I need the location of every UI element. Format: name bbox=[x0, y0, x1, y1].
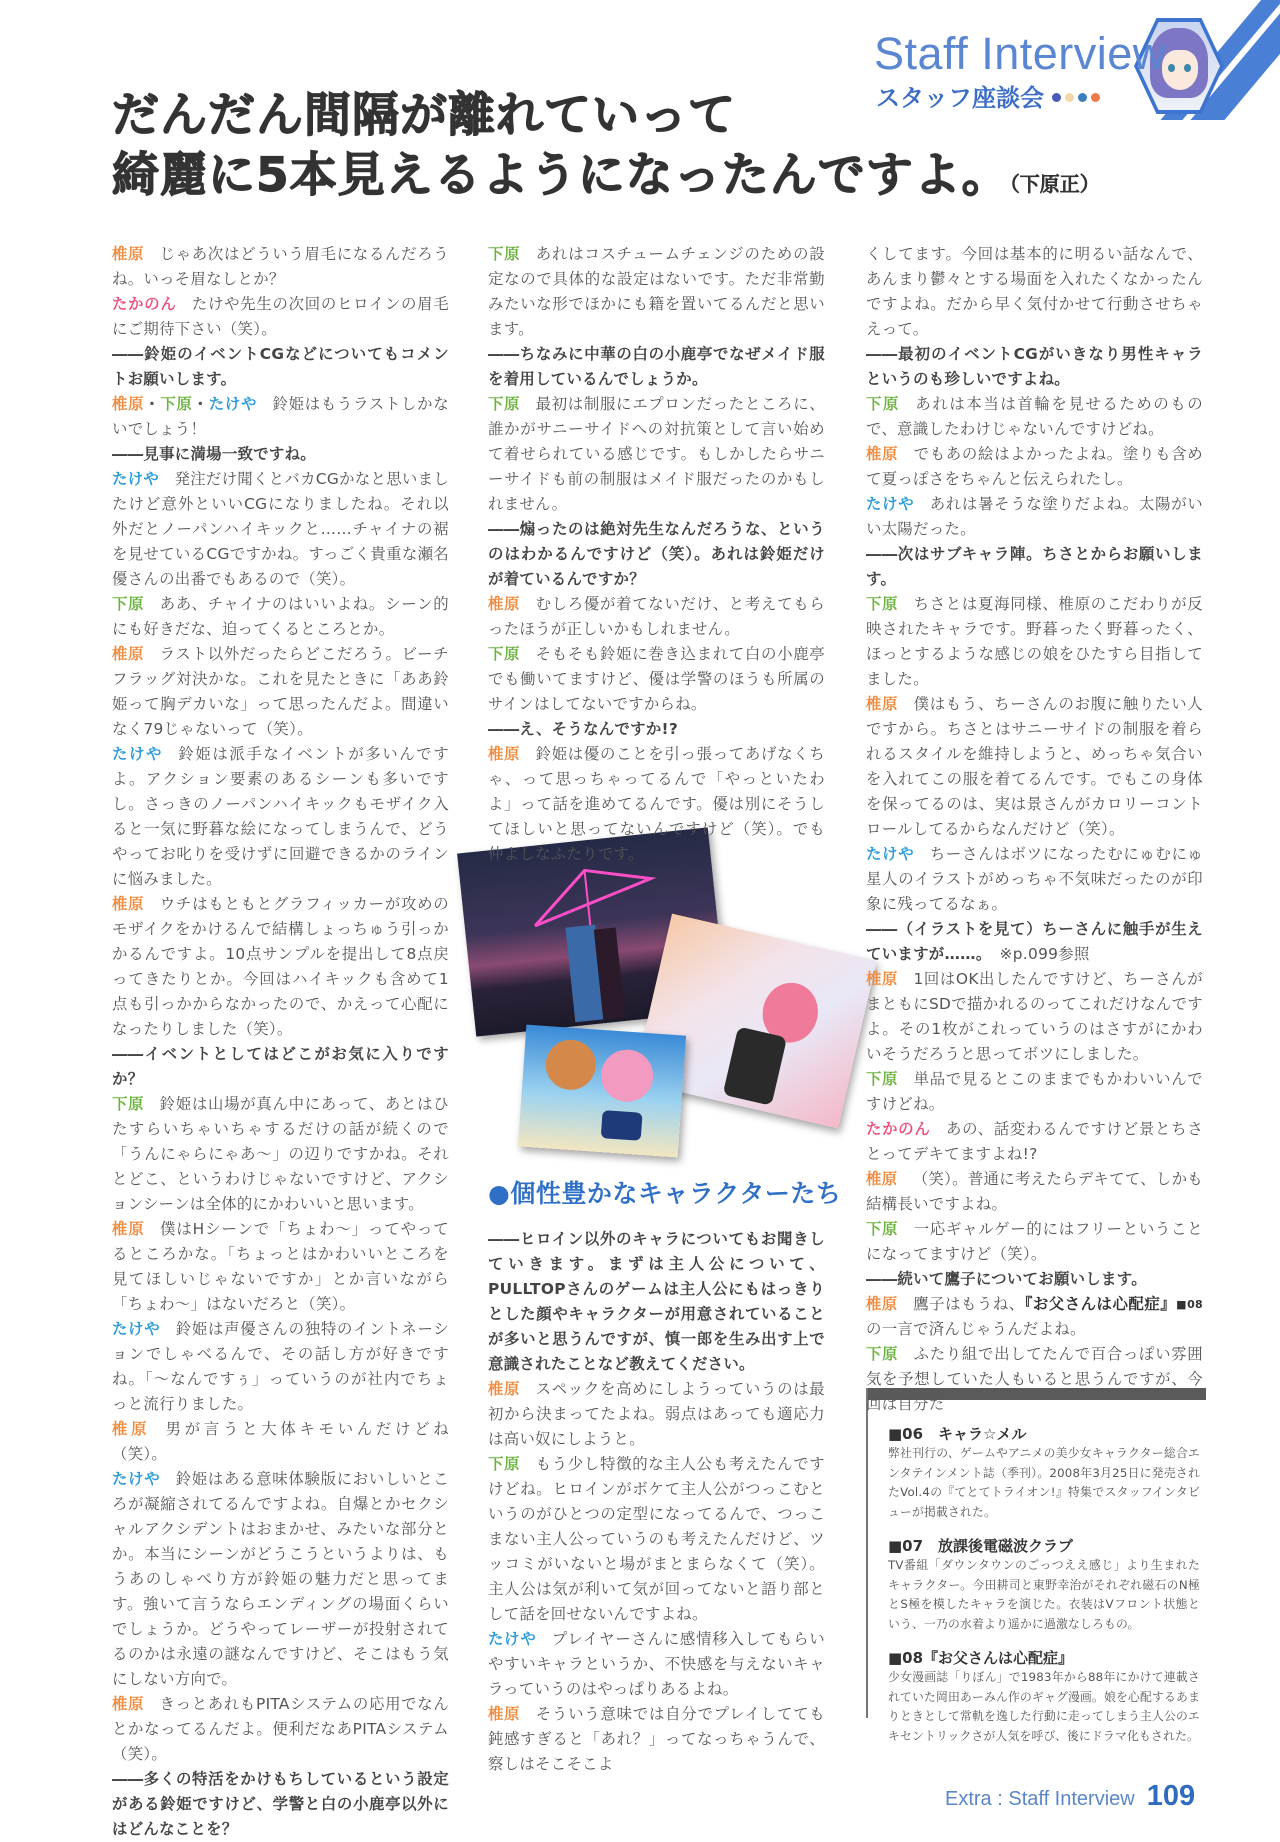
answer-paragraph bbox=[866, 242, 1203, 342]
answer-paragraph bbox=[112, 1692, 449, 1767]
speaker-names bbox=[112, 1320, 160, 1338]
speaker-name: 椎原 bbox=[112, 1695, 145, 1713]
speaker-name: 椎原 bbox=[112, 1220, 145, 1238]
interviewer-question bbox=[112, 1042, 449, 1092]
speaker-name: たけや bbox=[208, 395, 258, 413]
speaker-name: 椎原 bbox=[112, 1420, 151, 1438]
question-text: ――多くの特活をかけもちしているという設定がある鈴姫ですけど、学警と白の小鹿亭以外にはどんなことを？ bbox=[112, 1770, 449, 1838]
answer-text: くしてます。今回は基本的に明るい話なんで、あんまり鬱々とする場面を入れたくなかったんですよね。だから早く気付かせて行動させちゃえって。 bbox=[866, 245, 1203, 338]
answer-text: 1回はOK出したんですけど、ちーさんがまともにSDで描かれるのってこれだけなんですよ。その1枚がこれっていうのはさすがにかわいそうだろうと思ってボツにしました。 bbox=[866, 970, 1203, 1063]
speaker-name: 下原 bbox=[112, 1095, 145, 1113]
answer-text: 鷹子はもうね、 bbox=[913, 1295, 1025, 1313]
answer-paragraph bbox=[866, 1292, 1203, 1342]
footnotes-box bbox=[866, 1388, 1206, 1743]
article-column-3 bbox=[866, 242, 1203, 1417]
answer-text: 鈴姫はある意味体験版においしいところが凝縮されてるんですよね。自爆とかセクシャルアクシデントはおまかせ、みたいな部分とか。本当にシーンがどうこうというよりは、もうあのしゃべり方が鈴姫の魅力だと思ってます。強いて言うならエンディングの場面くらいでしょうか。どうやってレーザーが投射されてるのかは永遠の謎なんですけど、そこはもう気にしない方向で。 bbox=[112, 1470, 449, 1688]
question-text: ――続いて鷹子についてお願いします。 bbox=[866, 1270, 1147, 1288]
page-footer bbox=[945, 1780, 1195, 1813]
footnote-title: ■06 キャラ☆メル bbox=[888, 1425, 1027, 1443]
speaker-name: たけや bbox=[112, 745, 163, 763]
question-text: ――見事に満場一致ですね。 bbox=[112, 445, 316, 463]
answer-paragraph bbox=[112, 1092, 449, 1217]
speaker-name: 下原 bbox=[866, 1220, 899, 1238]
speaker-name: 椎原 bbox=[866, 1295, 898, 1313]
answer-text: ちさとは夏海同様、椎原のこだわりが反映されたキャラです。野暮ったく野暮ったく、ほっとするような感じの娘をひたすら目指してました。 bbox=[866, 595, 1203, 688]
question-text: ――ちなみに中華の白の小鹿亭でなぜメイド服を着用しているんでしょうか。 bbox=[488, 345, 825, 388]
answer-paragraph bbox=[488, 242, 825, 342]
speaker-names bbox=[488, 1455, 520, 1473]
speaker-names bbox=[866, 1345, 898, 1363]
speaker-names bbox=[112, 645, 144, 663]
answer-text: そもそも鈴姫に巻き込まれて白の小鹿亭でも働いてますけど、優は学警のほうも所属のサインはしてないですからね。 bbox=[488, 645, 825, 713]
answer-text: ラスト以外だったらどこだろう。ビーチフラッグ対決かな。これを見たときに「ああ鈴姫って胸デカいな」って思ったんだよ。間違いなく79じゃないって（笑）。 bbox=[112, 645, 449, 738]
answer-text: 単品で見るとこのままでもかわいいんですけどね。 bbox=[866, 1070, 1203, 1113]
speaker-name: 椎原 bbox=[866, 970, 899, 988]
footnote-title: ■08『お父さんは心配症』 bbox=[888, 1649, 1074, 1667]
speaker-separator: ・ bbox=[192, 395, 209, 413]
speaker-names bbox=[866, 595, 898, 613]
answer-text: ふたり組で出してたんで百合っぽい雰囲気を予想していた人もいると思うんですが、今回は自分た bbox=[866, 1345, 1203, 1413]
speaker-name: 椎原 bbox=[112, 645, 145, 663]
headline-speaker: （下原正） bbox=[1009, 172, 1100, 196]
speaker-names bbox=[866, 1220, 898, 1238]
answer-text: たけや先生の次回のヒロインの眉毛にご期待下さい（笑）。 bbox=[112, 295, 449, 338]
speaker-name: 下原 bbox=[488, 395, 521, 413]
answer-paragraph bbox=[866, 1117, 1203, 1167]
speaker-name: たけや bbox=[112, 470, 160, 488]
question-text: ――最初のイベントCGがいきなり男性キャラというのも珍しいですよね。 bbox=[866, 345, 1203, 388]
answer-text: あの、話変わるんですけど景とちさとってデキてますよね!? bbox=[866, 1120, 1204, 1163]
speaker-name: 椎原 bbox=[488, 1380, 521, 1398]
answer-paragraph bbox=[866, 492, 1203, 542]
footnote-ref: ■08 bbox=[1176, 1298, 1203, 1311]
speaker-name: 下原 bbox=[866, 395, 900, 413]
question-text: ――次はサブキャラ陣。ちさとからお願いします。 bbox=[866, 545, 1203, 588]
article-column-2-bottom bbox=[488, 1227, 825, 1777]
answer-text: ウチはもともとグラフィッカーが攻めのモザイクをかけるんで結構しょっちゅう引っかかるんですよ。10点サンプルを提出して8点戻ってきたりとか。今回はハイキックも含めて1点も引っかからなかったので、かえって心配になったりしました（笑）。 bbox=[112, 895, 450, 1038]
answer-paragraph bbox=[866, 1167, 1203, 1217]
headline-line-2-text: 綺麗に5本見えるようになったんですよ。 bbox=[112, 148, 1010, 203]
speaker-names bbox=[866, 395, 900, 413]
speaker-names bbox=[866, 845, 914, 863]
answer-paragraph bbox=[112, 392, 449, 442]
answer-paragraph bbox=[112, 1417, 449, 1467]
answer-paragraph bbox=[866, 967, 1203, 1067]
answer-paragraph bbox=[866, 692, 1203, 842]
answer-text: 鈴姫はもうラストしかないでしょう！ bbox=[112, 395, 449, 438]
speaker-names bbox=[866, 1120, 931, 1138]
answer-paragraph bbox=[488, 1452, 825, 1627]
answer-paragraph bbox=[112, 742, 449, 892]
answer-text: ああ、チャイナのはいいよね。シーン的にも好きだな、迫ってくるところとか。 bbox=[112, 595, 450, 638]
speaker-names bbox=[488, 595, 520, 613]
answer-text: でもあの絵はよかったよね。塗りも含めて夏っぽさをちゃんと伝えられたし。 bbox=[866, 445, 1203, 488]
speaker-name: たかのん bbox=[866, 1120, 931, 1138]
speaker-name: 下原 bbox=[112, 595, 145, 613]
speaker-names bbox=[112, 1220, 145, 1238]
speaker-names bbox=[488, 245, 520, 263]
answer-paragraph bbox=[112, 292, 449, 342]
answer-text: 鈴姫は優のことを引っ張ってあげなくちゃ、って思っちゃってるんで「やっといたわよ」って話を進めてるんです。優は別にそうしてほしいと思ってないんですけど（笑）。でも仲よしなふたりです。 bbox=[488, 745, 825, 863]
interviewer-question bbox=[112, 1767, 449, 1842]
speaker-names bbox=[488, 645, 520, 663]
article-column-2-top bbox=[488, 242, 825, 867]
question-text: ――イベントとしてはどこがお気に入りですか？ bbox=[112, 1045, 449, 1088]
answer-text: 最初は制服にエプロンだったところに、誰かがサニーサイドへの対抗策として言い始めて着せられている感じです。もしかしたらサニーサイドも前の制服はメイド服だったのかもしれません。 bbox=[488, 395, 825, 513]
footnote-08 bbox=[888, 1648, 1200, 1746]
speaker-names bbox=[112, 1470, 160, 1488]
speaker-names bbox=[488, 1380, 520, 1398]
speaker-names bbox=[112, 295, 177, 313]
interviewer-question bbox=[488, 342, 825, 392]
illustration-beach bbox=[518, 1025, 686, 1158]
speaker-name: たけや bbox=[866, 845, 915, 863]
answer-paragraph bbox=[112, 892, 449, 1042]
footnote-06 bbox=[888, 1424, 1200, 1522]
speaker-name: たかのん bbox=[112, 295, 177, 313]
interviewer-question bbox=[866, 917, 1203, 967]
question-text: ――鈴姫のイベントCGなどについてもコメントお願いします。 bbox=[112, 345, 449, 388]
interviewer-question bbox=[866, 1267, 1203, 1292]
answer-paragraph bbox=[488, 1377, 825, 1452]
question-text: ――ヒロイン以外のキャラについてもお聞きしていきます。まずは主人公について、PULLTOPさんのゲームは主人公にもはっきりとした顔やキャラクターが用意されていることが多いと思うんですが、慎一郎を生み出す上で意識されたことなど教えてください。 bbox=[488, 1230, 825, 1373]
footnote-body: 弊社刊行の、ゲームやアニメの美少女キャラクター総合エンタテインメント誌（季刊）。2008年3月25日に発売されたVol.4の『てとてトライオン!』特集でスタッフインタビューが掲載された。 bbox=[888, 1446, 1200, 1519]
answer-paragraph bbox=[112, 1317, 449, 1417]
speaker-name: 下原 bbox=[160, 395, 193, 413]
answer-paragraph bbox=[866, 1217, 1203, 1267]
question-text: ――煽ったのは絶対先生なんだろうな、というのはわかるんですけど（笑）。あれは鈴姫だけが着ているんですか？ bbox=[488, 520, 825, 588]
interviewer-question bbox=[866, 342, 1203, 392]
interviewer-question bbox=[112, 442, 449, 467]
answer-text: じゃあ次はどういう眉毛になるんだろうね。いっそ眉なしとか？ bbox=[112, 245, 449, 288]
speaker-name: 椎原 bbox=[112, 395, 145, 413]
page-reference: ※p.099参照 bbox=[983, 945, 1090, 963]
speaker-names bbox=[112, 1420, 150, 1438]
answer-paragraph bbox=[866, 442, 1203, 492]
speaker-name: 椎原 bbox=[112, 895, 145, 913]
interviewer-question bbox=[488, 517, 825, 592]
answer-paragraph bbox=[866, 392, 1203, 442]
answer-text: あれは暑そうな塗りだよね。太陽がいい太陽だった。 bbox=[866, 495, 1203, 538]
answer-paragraph bbox=[112, 1217, 449, 1317]
speaker-names bbox=[112, 395, 257, 413]
answer-paragraph bbox=[112, 592, 449, 642]
footnote-title: ■07 放課後電磁波クラブ bbox=[888, 1537, 1074, 1555]
answer-paragraph bbox=[488, 1627, 825, 1702]
footnote-07 bbox=[888, 1536, 1200, 1634]
answer-text: もう少し特徴的な主人公も考えたんですけどね。ヒロインがボケて主人公がつっこむというのがひとつの定型になってるんで、つっこまない主人公っていうのも考えたんだけど、ツッコミがいないと場がまとまらなくて（笑）。主人公は気が利いて気が回ってないと語り部として話を回せないんですよね。 bbox=[488, 1455, 825, 1623]
speaker-name: 椎原 bbox=[488, 1705, 521, 1723]
speaker-names bbox=[112, 245, 144, 263]
answer-text: きっとあれもPITAシステムの応用でなんとかなってるんだよ。便利だなあPITAシステム（笑）。 bbox=[112, 1695, 449, 1763]
article-column-1 bbox=[112, 242, 449, 1842]
header-title-jp-text: スタッフ座談会 bbox=[876, 84, 1044, 112]
answer-paragraph bbox=[866, 592, 1203, 692]
footnote-body: TV番組「ダウンタウンのごっつええ感じ」より生まれたキャラクター。今田耕司と東野幸治がそれぞれ磁石のN極とS極を模したキャラを演じた。衣装はVフロント状態という、一乃の水着より遥かに過激なしろもの。 bbox=[888, 1558, 1200, 1631]
speaker-name: 下原 bbox=[866, 595, 899, 613]
speaker-name: 下原 bbox=[488, 1455, 521, 1473]
speaker-name: 椎原 bbox=[112, 245, 145, 263]
answer-text: 発注だけ聞くとバカCGかなと思いましたけど意外といいCGになりましたね。それ以外だとノーパンハイキックと……チャイナの裾を見せているCGですかね。すっごく貴重な瀬名優さんの出番でもあるので（笑）。 bbox=[112, 470, 449, 588]
answer-text: 鈴姫は山場が真ん中にあって、あとはひたすらいちゃいちゃするだけの話が続くので「うんにゃらにゃあ～」の辺りですかね。それとどこ、というわけじゃないですけど、アクションシーンは全体的にかわいいと思います。 bbox=[112, 1095, 449, 1213]
speaker-name: 椎原 bbox=[866, 1170, 898, 1188]
speaker-name: 下原 bbox=[866, 1070, 899, 1088]
interviewer-question bbox=[488, 717, 825, 742]
answer-text: 鈴姫は声優さんの独特のイントネーションでしゃべるんで、その話し方が好きですね。「～なんですぅ」っていうのが社内でちょっと流行りました。 bbox=[112, 1320, 449, 1413]
answer-text: 鈴姫は派手なイベントが多いんですよ。アクション要素のあるシーンも多いですし。さっきのノーパンハイキックもモザイク入ると一気に野暮な絵になってしまうんで、どうやってお叱りを受けずに回避できるかのラインに悩みました。 bbox=[112, 745, 449, 888]
speaker-names bbox=[112, 595, 144, 613]
answer-text: 『お父さんは心配症』 bbox=[1024, 1295, 1177, 1313]
speaker-names bbox=[866, 1170, 897, 1188]
answer-paragraph bbox=[112, 642, 449, 742]
answer-paragraph bbox=[866, 1342, 1203, 1417]
section-heading: ●個性豊かなキャラクターたち bbox=[488, 1179, 842, 1208]
answer-text: スペックを高めにしようっていうのは最初から決まってたよね。弱点はあっても適応力は高い奴にしようと。 bbox=[488, 1380, 825, 1448]
speaker-names bbox=[866, 495, 914, 513]
answer-text: あれは本当は首輪を見せるためのもので、意識したわけじゃないんですけどね。 bbox=[866, 395, 1203, 438]
speaker-names bbox=[866, 445, 898, 463]
answer-text: あれはコスチュームチェンジのための設定なので具体的な設定はないです。ただ非常勤みたいな形でほかにも籍を置いてるんだと思います。 bbox=[488, 245, 825, 338]
speaker-name: 椎原 bbox=[866, 445, 899, 463]
question-text: ――え、そうなんですか!? bbox=[488, 720, 679, 738]
speaker-name: たけや bbox=[866, 495, 915, 513]
speaker-name: 下原 bbox=[488, 645, 521, 663]
answer-paragraph bbox=[112, 242, 449, 292]
speaker-names bbox=[112, 1695, 144, 1713]
speaker-names bbox=[866, 970, 898, 988]
answer-paragraph bbox=[488, 1702, 825, 1777]
speaker-names bbox=[112, 1095, 144, 1113]
page-number: 109 bbox=[1146, 1780, 1196, 1812]
speaker-name: 椎原 bbox=[488, 595, 521, 613]
speaker-separator: ・ bbox=[144, 395, 161, 413]
speaker-names bbox=[866, 1295, 898, 1313]
answer-text: ちーさんはボツになったむにゅむにゅ星人のイラストがめっちゃ不気味だったのが印象に残ってるなぁ。 bbox=[866, 845, 1204, 913]
speaker-name: たけや bbox=[488, 1630, 537, 1648]
speaker-name: 下原 bbox=[488, 245, 521, 263]
answer-paragraph bbox=[112, 1467, 449, 1692]
speaker-names bbox=[866, 1070, 898, 1088]
speaker-names bbox=[112, 745, 163, 763]
speaker-name: 下原 bbox=[866, 1345, 899, 1363]
answer-text: プレイヤーさんに感情移入してもらいやすいキャラというか、不快感を与えないキャラっていうのはやっぱりあるよね。 bbox=[488, 1630, 826, 1698]
answer-text: 僕はHシーンで「ちょわ～」ってやってるところかな。「ちょっとはかわいいところを見てほしいじゃないですか」とか言いながら「ちょわ～」はないだろと（笑）。 bbox=[112, 1220, 449, 1313]
headline-line-1: だんだん間隔が離れていって bbox=[112, 88, 736, 143]
answer-text: 男が言うと大体キモいんだけどね（笑）。 bbox=[112, 1420, 449, 1463]
speaker-names bbox=[488, 395, 520, 413]
answer-paragraph bbox=[866, 1067, 1203, 1117]
interviewer-question bbox=[112, 342, 449, 392]
speaker-names bbox=[866, 695, 898, 713]
answer-text: 僕はもう、ちーさんのお腹に触りたい人ですから。ちさとはサニーサイドの制服を着られるスタイルを維持しようと、めっちゃ気合いを入れてこの服を着てるんです。でもこの身体を保ってるのは、実は景さんがカロリーコントロールしてるからなんだけど（笑）。 bbox=[866, 695, 1203, 838]
answer-text: （笑）。普通に考えたらデキてて、しかも結構長いですよね。 bbox=[866, 1170, 1203, 1213]
speaker-name: 椎原 bbox=[866, 695, 899, 713]
speaker-names bbox=[112, 895, 144, 913]
answer-paragraph bbox=[488, 742, 825, 867]
interviewer-question bbox=[866, 542, 1203, 592]
answer-paragraph bbox=[488, 642, 825, 717]
answer-paragraph bbox=[112, 467, 449, 592]
speaker-names bbox=[488, 1630, 537, 1648]
answer-text: そういう意味では自分でプレイしてても鈍感すぎると「あれ？」ってなっちゃうんで、察しはそこそこよ bbox=[488, 1705, 826, 1773]
speaker-name: 椎原 bbox=[488, 745, 521, 763]
headline-line-2 bbox=[112, 146, 1100, 214]
header-title-en: Staff Interview bbox=[874, 28, 1166, 79]
footnote-body: 少女漫画誌「りぼん」で1983年から88年にかけて連載されていた岡田あーみん作のギャグ漫画。娘を心配するあまりときとして常軌を逸した行動に走ってしまう主人公のエキセントリックさが人気を呼び、後にドラマ化もされた。 bbox=[888, 1670, 1200, 1743]
answer-paragraph bbox=[488, 392, 825, 517]
speaker-name: たけや bbox=[112, 1470, 161, 1488]
answer-text: 一応ギャルゲー的にはフリーということになってますけど（笑）。 bbox=[866, 1220, 1203, 1263]
speaker-names bbox=[112, 470, 159, 488]
speaker-names bbox=[488, 1705, 520, 1723]
speaker-names bbox=[488, 745, 520, 763]
answer-text: の一言で済んじゃうんだよね。 bbox=[866, 1320, 1086, 1338]
speaker-name: たけや bbox=[112, 1320, 161, 1338]
answer-paragraph bbox=[866, 842, 1203, 917]
interviewer-question bbox=[488, 1227, 825, 1377]
answer-paragraph bbox=[488, 592, 825, 642]
footer-label: Extra : Staff Interview bbox=[945, 1788, 1135, 1810]
page-headline bbox=[112, 86, 1100, 214]
answer-text: むしろ優が着てないだけ、と考えてもらったほうが正しいかもしれません。 bbox=[488, 595, 825, 638]
question-text: ――（イラストを見て）ちーさんに触手が生えていますが……。 bbox=[866, 920, 1203, 963]
